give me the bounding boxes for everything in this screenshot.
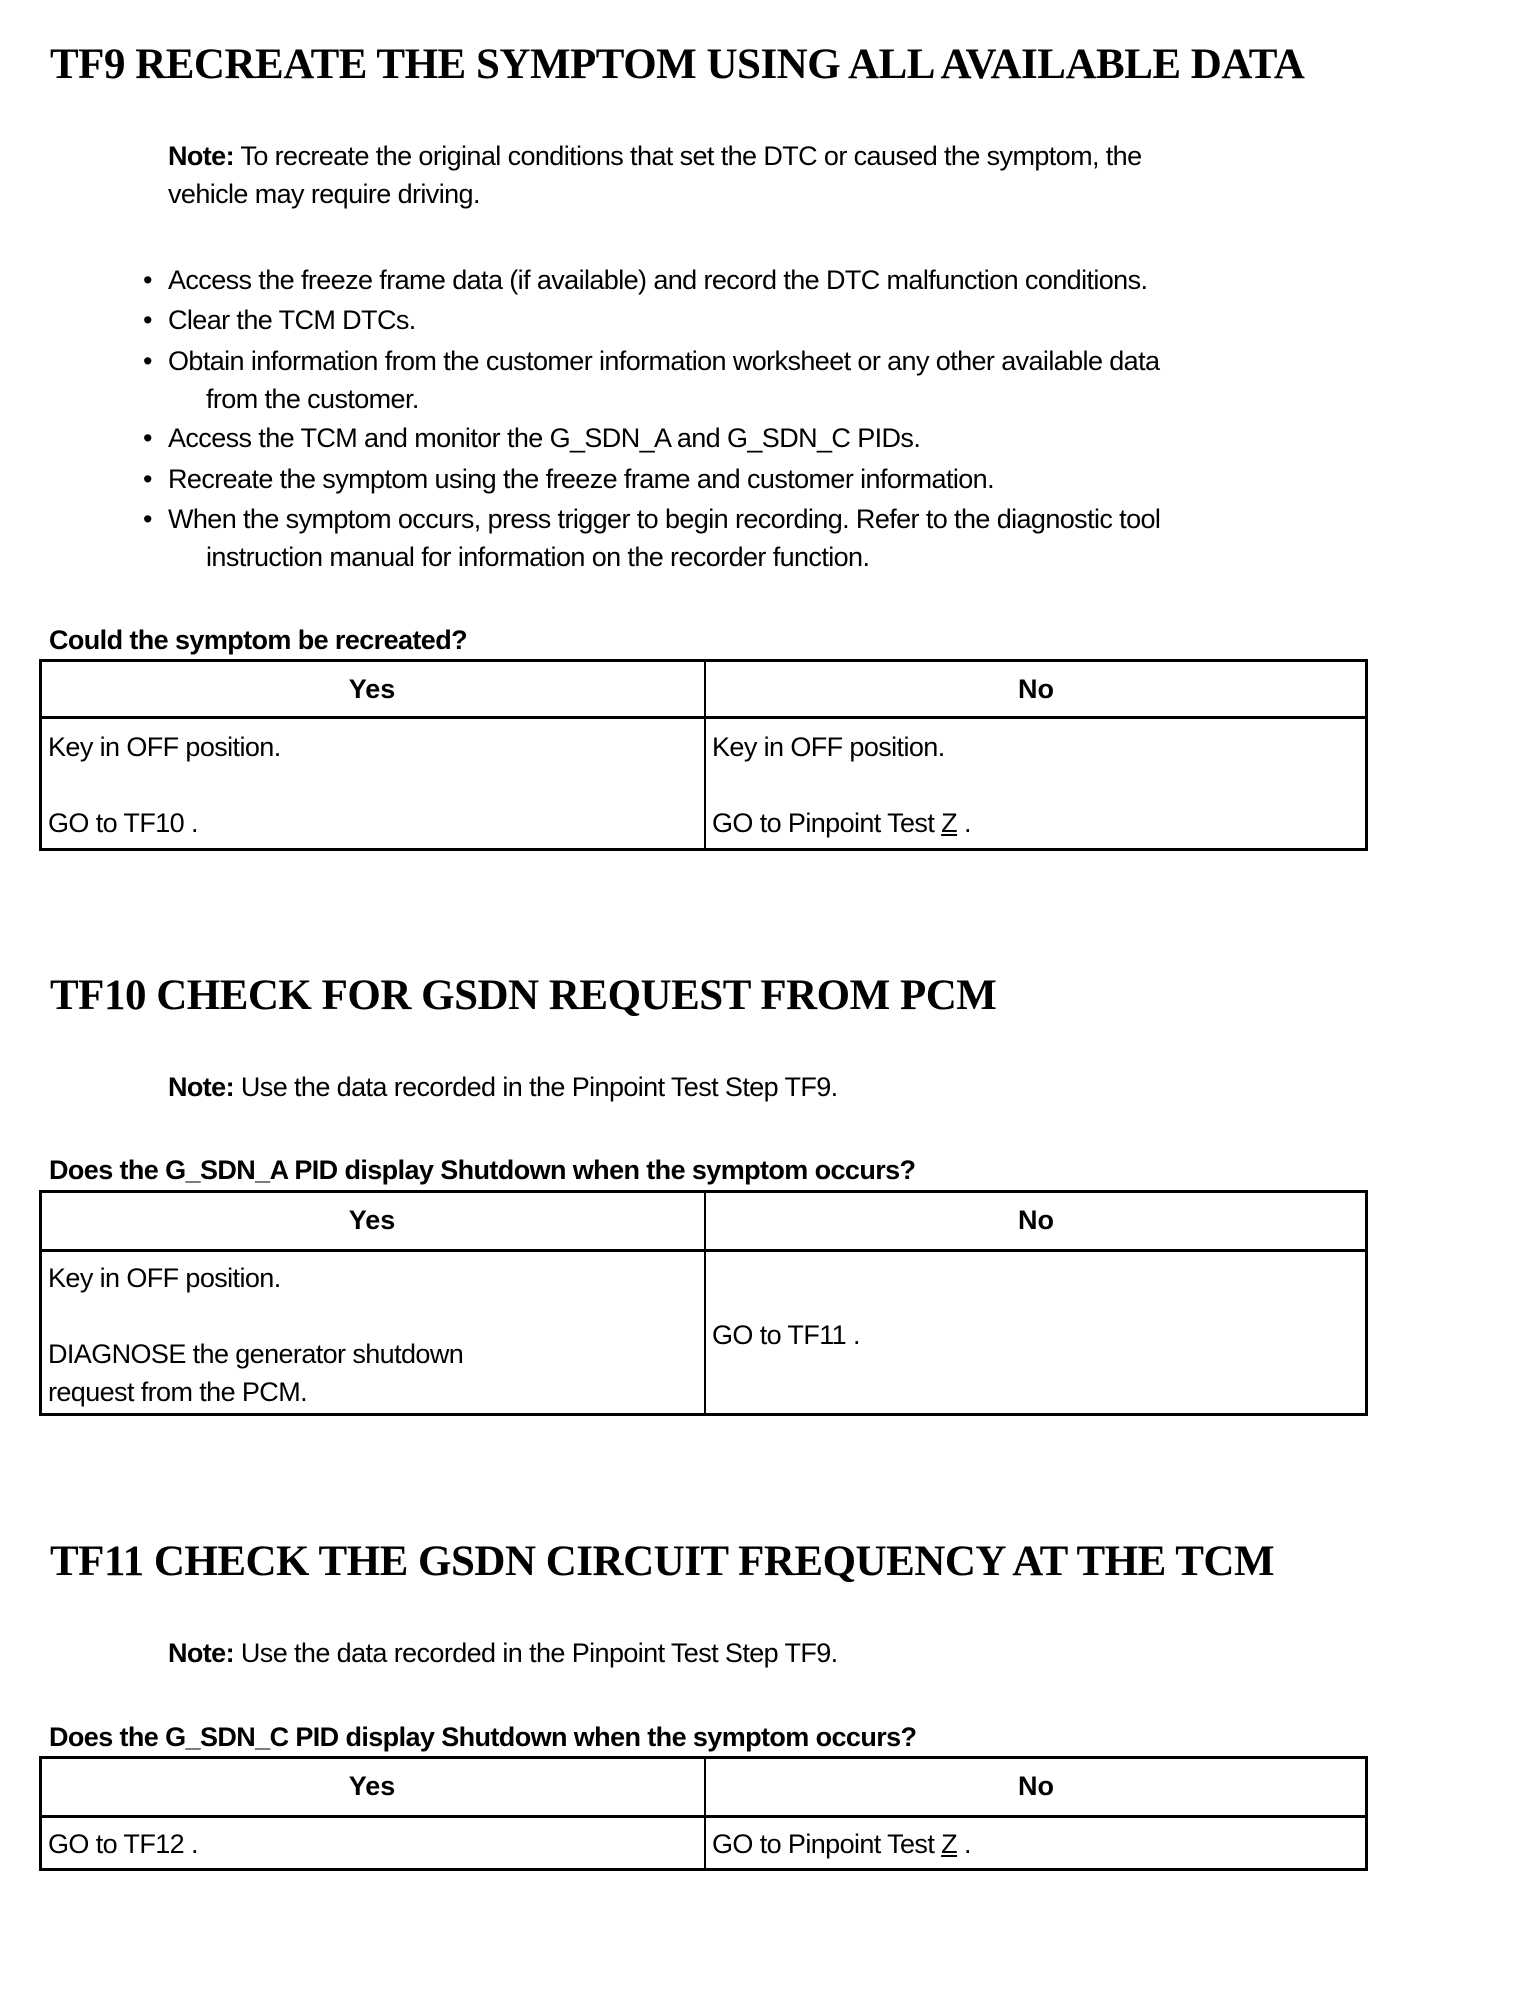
cell-text: Key in OFF position. [48,1263,281,1293]
bullet-item: • Recreate the symptom using the freeze frame and customer information. [143,464,995,494]
goto-pinpoint-z: GO to Pinpoint Test Z . [712,1829,971,1859]
tf9-heading: TF9 RECREATE THE SYMPTOM USING ALL AVAILABLE DATA [50,41,1305,88]
tf9-question: Could the symptom be recreated? [49,625,467,655]
cell-text: request from the PCM. [48,1377,307,1407]
bullet-item: • Access the freeze frame data (if available) and record the DTC malfunction conditions. [143,265,1148,295]
col-yes: Yes [348,674,396,704]
cell-text: DIAGNOSE the generator shutdown [48,1339,464,1369]
col-no: No [1018,674,1054,704]
cell-text: Key in OFF position. [48,732,281,762]
tf10-table [39,1190,1368,1416]
col-yes: Yes [348,1205,396,1235]
bullet-item: • When the symptom occurs, press trigger to begin recording. Refer to the diagnostic tool [143,504,1161,534]
tf11-note: Note: Use the data recorded in the Pinpoint Test Step TF9. [168,1638,838,1668]
tf11-table [39,1756,1368,1871]
goto-tf10-link[interactable]: GO to TF10 . [48,808,198,838]
tf9-table [39,659,1368,851]
col-no: No [1018,1771,1054,1801]
tf9-note-cont: vehicle may require driving. [168,179,480,209]
goto-tf12-link[interactable]: GO to TF12 . [48,1829,198,1859]
bullet-item-cont: from the customer. [206,384,419,414]
bullet-item: • Clear the TCM DTCs. [143,305,416,335]
tf11-question: Does the G_SDN_C PID display Shutdown when the symptom occurs? [49,1722,917,1752]
bullet-item-cont: instruction manual for information on the recorder function. [206,542,870,572]
tf10-heading: TF10 CHECK FOR GSDN REQUEST FROM PCM [50,972,997,1019]
col-yes: Yes [348,1771,396,1801]
goto-tf11-link[interactable]: GO to TF11 . [712,1320,860,1350]
note-text: To recreate the original conditions that set the DTC or caused the symptom, the [234,141,1142,171]
tf10-note: Note: Use the data recorded in the Pinpoint Test Step TF9. [168,1072,838,1102]
note-label: Note: [168,141,234,171]
pinpoint-z-link[interactable]: Z [941,1829,958,1859]
tf10-question: Does the G_SDN_A PID display Shutdown when the symptom occurs? [49,1155,916,1185]
cell-text: Key in OFF position. [712,732,945,762]
pinpoint-z-link[interactable]: Z [941,808,958,838]
tf11-heading: TF11 CHECK THE GSDN CIRCUIT FREQUENCY AT THE TCM [50,1538,1275,1585]
bullet-item: • Access the TCM and monitor the G_SDN_A and G_SDN_C PIDs. [143,423,921,453]
bullet-item: • Obtain information from the customer information worksheet or any other available data [143,346,1160,376]
tf9-note [168,137,1142,175]
goto-pinpoint-z: GO to Pinpoint Test Z . [712,808,971,838]
col-no: No [1018,1205,1054,1235]
